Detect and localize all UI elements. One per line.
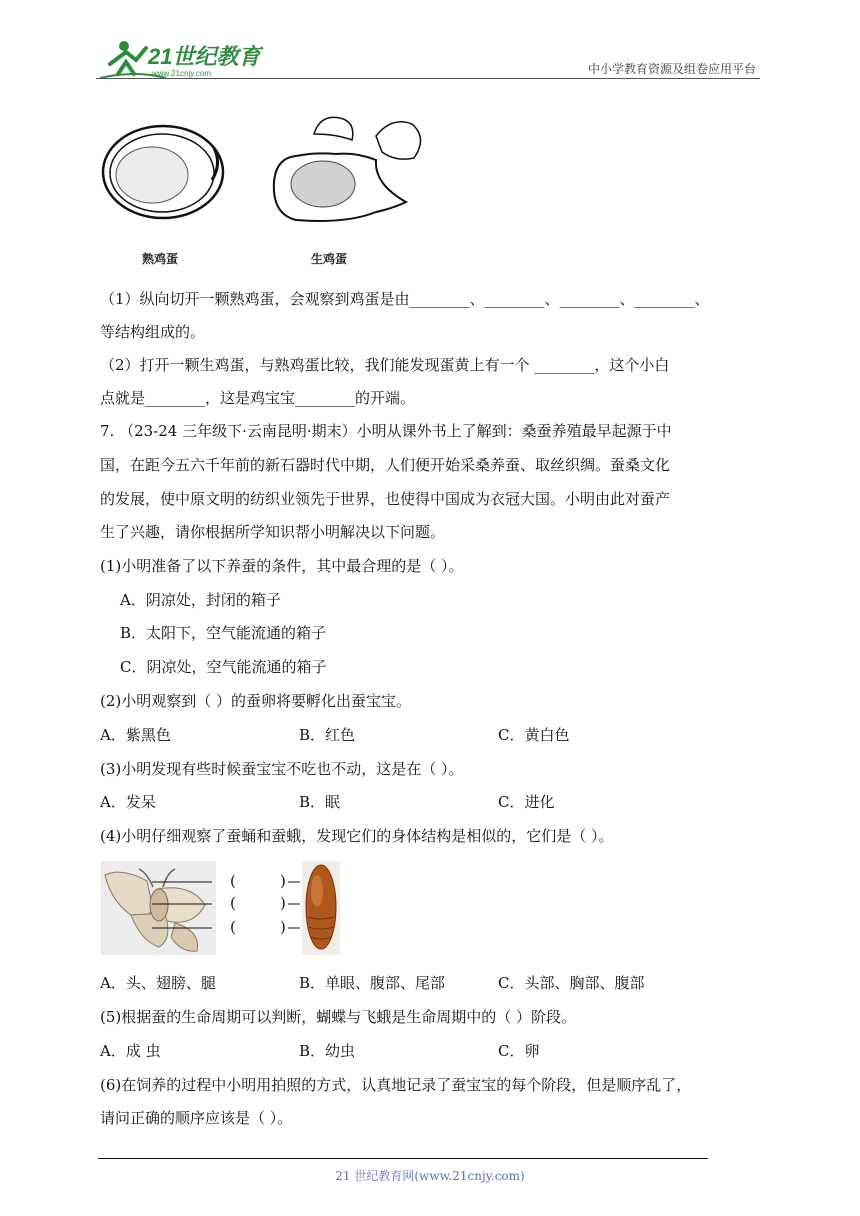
logo-url: www.21cnjy.com bbox=[152, 69, 211, 78]
silkworm-pupa-photo bbox=[302, 861, 340, 955]
q7-sub5-option-a[interactable]: A．成 虫 bbox=[100, 1042, 161, 1060]
footer-divider bbox=[98, 1158, 708, 1159]
raw-egg-image bbox=[266, 112, 434, 230]
header-platform-text: 中小学教育资源及组卷应用平台 bbox=[587, 62, 756, 76]
q6-part2-line1: （2）打开一颗生鸡蛋，与熟鸡蛋比较，我们能发现蛋黄上有一个 ________，这个小白 bbox=[100, 356, 670, 374]
q7-sub2-option-b[interactable]: B．红色 bbox=[299, 726, 356, 744]
q7-sub5-option-c[interactable]: C．卵 bbox=[498, 1042, 540, 1060]
q7-sub1-question: (1)小明准备了以下养蚕的条件，其中最合理的是（ ）。 bbox=[100, 557, 464, 575]
q7-sub3-option-b[interactable]: B．眠 bbox=[299, 793, 341, 811]
q7-sub6-question-line2: 请问正确的顺序应该是（ ）。 bbox=[100, 1109, 293, 1127]
q6-part2-line2: 点就是________，这是鸡宝宝________的开端。 bbox=[100, 389, 416, 407]
site-logo bbox=[96, 34, 266, 82]
logo-wordmark: 21世纪教育 bbox=[148, 44, 261, 69]
q7-sub1-option-c[interactable]: C．阴凉处，空气能流通的箱子 bbox=[120, 658, 327, 676]
q7-sub4-option-a[interactable]: A．头、翅膀、腿 bbox=[100, 974, 216, 992]
q7-sub1-option-a[interactable]: A．阴凉处，封闭的箱子 bbox=[120, 591, 281, 609]
q6-part1-line2: 等结构组成的。 bbox=[100, 323, 206, 341]
cooked-egg-image bbox=[100, 120, 230, 228]
q7-sub4-question: (4)小明仔细观察了蚕蛹和蚕蛾，发现它们的身体结构是相似的，它们是（ ）。 bbox=[100, 827, 614, 845]
label-bracket-right-3: ) bbox=[280, 918, 286, 936]
q7-sub4-option-b[interactable]: B．单眼、腹部、尾部 bbox=[299, 974, 446, 992]
raw-egg-caption: 生鸡蛋 bbox=[311, 252, 348, 266]
q7-sub5-question: (5)根据蚕的生命周期可以判断，蝴蝶与飞蛾是生命周期中的（ ）阶段。 bbox=[100, 1008, 577, 1026]
q7-stem-line3: 的发展，使中原文明的纺织业领先于世界，也使得中国成为衣冠大国。小明由此对蚕产 bbox=[100, 490, 671, 508]
q7-sub2-option-a[interactable]: A．紫黑色 bbox=[100, 726, 171, 744]
q7-sub3-option-c[interactable]: C．进化 bbox=[498, 793, 555, 811]
q7-sub3-option-a[interactable]: A．发呆 bbox=[100, 793, 156, 811]
label-bracket-left-2: ( bbox=[230, 894, 236, 912]
cooked-egg-caption: 熟鸡蛋 bbox=[142, 252, 179, 266]
q7-stem-line4: 生了兴趣，请你根据所学知识帮小明解决以下问题。 bbox=[100, 523, 446, 541]
q7-sub4-option-c[interactable]: C．头部、胸部、腹部 bbox=[498, 974, 645, 992]
header-divider bbox=[96, 78, 760, 79]
footer-site-link[interactable]: 21 世纪教育网(www.21cnjy.com) bbox=[335, 1169, 525, 1183]
pointer-lines bbox=[150, 868, 300, 938]
label-bracket-left-3: ( bbox=[230, 918, 236, 936]
q6-part1-line1: （1）纵向切开一颗熟鸡蛋，会观察到鸡蛋是由________、________、________、________、 bbox=[100, 290, 710, 308]
label-bracket-right-1: ) bbox=[280, 872, 286, 890]
q7-sub2-question: (2)小明观察到（ ）的蚕卵将要孵化出蚕宝宝。 bbox=[100, 692, 412, 710]
label-bracket-right-2: ) bbox=[280, 894, 286, 912]
q7-stem-line2: 国，在距今五六千年前的新石器时代中期，人们便开始采桑养蚕、取丝织绸。蚕桑文化 bbox=[100, 456, 671, 474]
q7-sub6-question-line1: (6)在饲养的过程中小明用拍照的方式，认真地记录了蚕宝宝的每个阶段，但是顺序乱了， bbox=[100, 1076, 692, 1094]
label-bracket-left-1: ( bbox=[230, 872, 236, 890]
q7-sub2-option-c[interactable]: C．黄白色 bbox=[498, 726, 570, 744]
q7-stem-line1: 7. （23-24 三年级下·云南昆明·期末）小明从课外书上了解到：桑蚕养殖最早起源于中 bbox=[100, 422, 672, 440]
q7-sub3-question: (3)小明发现有些时候蚕宝宝不吃也不动，这是在（ ）。 bbox=[100, 760, 464, 778]
q7-sub1-option-b[interactable]: B．太阳下，空气能流通的箱子 bbox=[120, 624, 327, 642]
q7-sub5-option-b[interactable]: B．幼虫 bbox=[299, 1042, 356, 1060]
